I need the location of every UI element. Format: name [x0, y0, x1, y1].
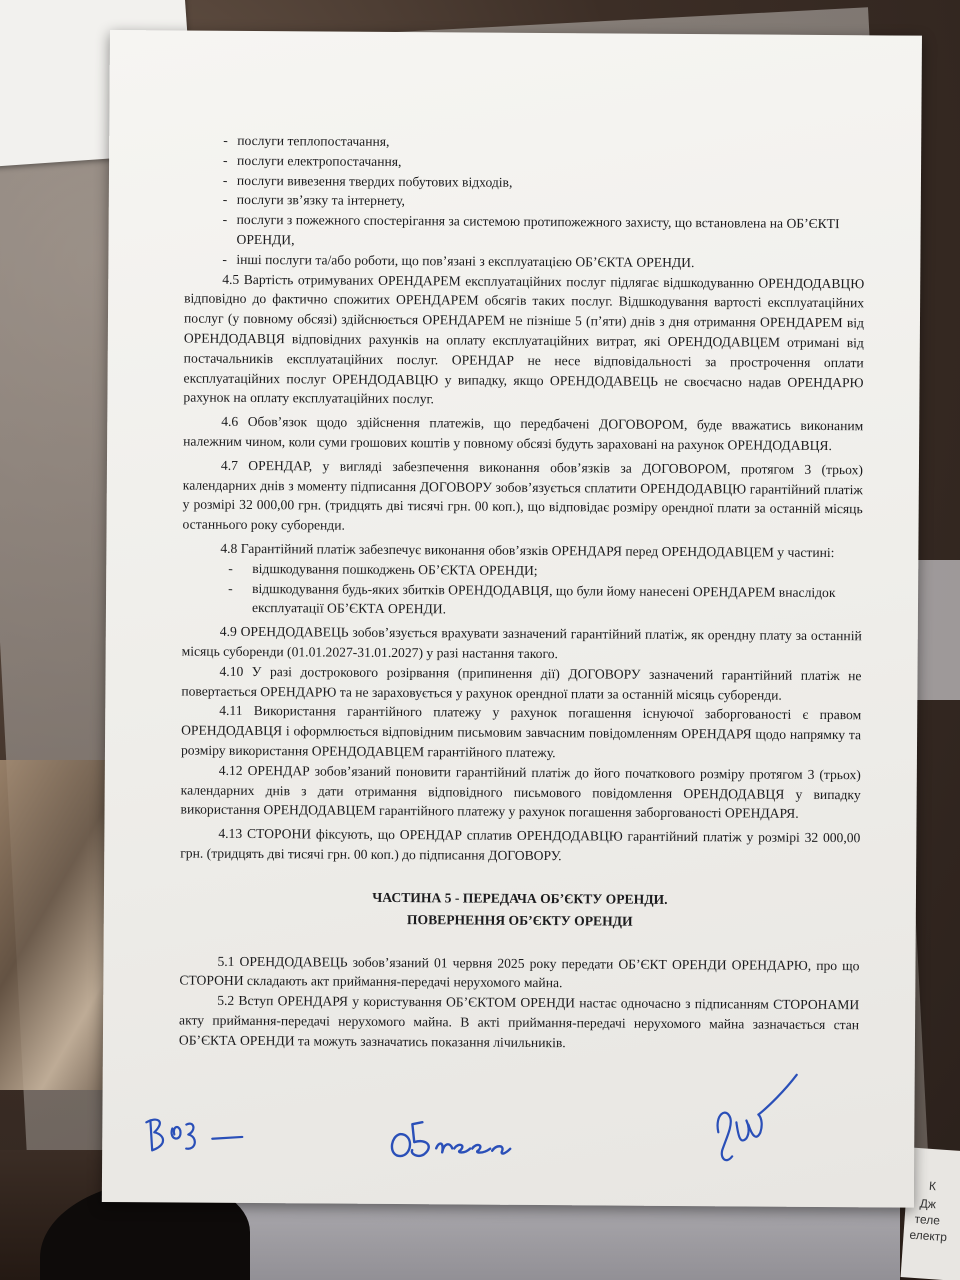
signature-left	[142, 1110, 252, 1161]
list-item: - послуги з пожежного спостерігання за системою протипожежного захисту, що встановлена на ОБ’ЄКТІ ОРЕНДИ,	[222, 211, 840, 248]
signature-right	[696, 1066, 807, 1177]
clause-4-9: 4.9 ОРЕНДОДАВЕЦЬ зобов’язується врахувати зазначений гарантійний платіж, як орендну плату за останній місяць суборенди (01.01.2027-31.01.2027) у разі настання такого.	[181, 623, 862, 662]
clause-5-2: 5.2 Вступ ОРЕНДАРЯ у користування ОБ’ЄКТОМ ОРЕНДИ настає одночасно з підписанням СТОРОНАМИ акту приймання-передачі нерухомого майна. В акті приймання-передачі нерухомого майна зазначається стан ОБ’ЄКТА ОРЕНДИ та можуть зазначатись показання лічильників.	[178, 993, 860, 1051]
clause-4-12: 4.12 ОРЕНДАР зобов’язаний поновити гарантійний платіж до його початкового розміру протягом 3 (трьох) календарних днів з дати отримання відповідного письмового повідомлення ОРЕНДОДАВЦЯ у випадку використання ОРЕНДОДАВЦЕМ гарантійного платежу у рахунок погашення заборгованості ОРЕНДАРЯ.	[180, 762, 861, 822]
list-item-text: послуги вивезення твердих побутових відходів,	[236, 172, 513, 190]
section-heading-line: ЧАСТИНА 5 - ПЕРЕДАЧА ОБ’ЄКТУ ОРЕНДИ.	[372, 889, 668, 907]
list-item: - відшкодування пошкоджень ОБ’ЄКТА ОРЕНДИ;	[228, 560, 538, 578]
list-item-text: послуги з пожежного спостерігання за системою протипожежного захисту, що встановлена на ОБ’ЄКТІ ОРЕНДИ,	[236, 212, 840, 248]
clause-4-11: 4.11 Використання гарантійного платежу у рахунок погашення існуючої заборгованості є правом ОРЕНДОДАВЦЯ і оформлюється відповідним письмовим завчасним повідомленням ОРЕНДАРЯ щодо напрямку та розміру використання ОРЕНДОДАВЦЕМ гарантійного платежу.	[180, 703, 862, 761]
list-item-text: інші послуги та/або роботи, що пов’язані з експлуатацією ОБ’ЄКТА ОРЕНДИ.	[236, 251, 695, 270]
clause-4-6: 4.6 Обов’язок щодо здійснення платежів, що передбачені ДОГОВОРОМ, буде вважатись виконаним належним чином, коли суми грошових коштів у повному обсязі будуть зараховані на рахунок ОРЕНДОДАВЦЯ.	[183, 413, 864, 454]
list-item: - послуги зв’язку та інтернету,	[222, 192, 405, 209]
section-heading	[180, 885, 860, 934]
section-heading-line: ПОВЕРНЕННЯ ОБ’ЄКТУ ОРЕНДИ	[406, 911, 633, 929]
clause-4-7: 4.7 ОРЕНДАР, у вигляді забезпечення виконання обов’язків за ДОГОВОРОМ, протягом 3 (трьох) календарних днів з моменту підписання ДОГОВОРУ зобов’язується сплатити ОРЕНДОДАВЦЮ гарантійний платіж у розмірі 32 000,00 грн. (тридцять дві тисячі грн. 00 коп.), що відповідає розміру орендної плати за останній місяць останнього року суборенди.	[182, 457, 864, 533]
punched-sleeve-edge	[915, 560, 960, 700]
list-item: - відшкодування будь-яких збитків ОРЕНДОДАВЦЯ, що були йому нанесені ОРЕНДАРЕМ внаслідок експлуатації ОБ’ЄКТА ОРЕНДИ.	[228, 580, 836, 617]
signature-center	[386, 1112, 516, 1173]
clause-4-8: 4.8 Гарантійний платіж забезпечує виконання обов’язків ОРЕНДАРЯ перед ОРЕНДОДАВЦЕМ у частині:	[220, 540, 835, 561]
clause-4-10: 4.10 У разі дострокового розірвання (припинення дії) ДОГОВОРУ зазначений гарантійний платіж не повертається ОРЕНДАРЮ та не зараховується у рахунок орендної плати за останній місяць суборенди.	[181, 663, 862, 703]
clause-5-1: 5.1 ОРЕНДОДАВЕЦЬ зобов’язаний 01 червня 2025 року передати ОБ’ЄКТ ОРЕНДИ ОРЕНДАРЮ, про що СТОРОНИ складають акт приймання-передачі нерухомого майна.	[179, 953, 860, 991]
list-item: - інші послуги та/або роботи, що пов’язані з експлуатацією ОБ’ЄКТА ОРЕНДИ.	[222, 251, 695, 270]
list-item-text: послуги теплопостачання,	[237, 132, 390, 149]
note-line: К	[928, 1178, 937, 1194]
list-item-text: відшкодування будь-яких збитків ОРЕНДОДАВЦЯ, що були йому нанесені ОРЕНДАРЕМ внаслідок експлуатації ОБ’ЄКТА ОРЕНДИ.	[251, 580, 836, 617]
clause-4-5: 4.5 Вартість отримуваних ОРЕНДАРЕМ експлуатаційних послуг підлягає відшкодуванню ОРЕНДОДАВЦЮ відповідно до фактично спожитих ОРЕНДАРЕМ обсягів таких послуг. Відшкодування вартості експлуатаційних послуг (у повному обсязі) здійснюється ОРЕНДАРЕМ не пізніше 5 (п’яти) днів з дня отримання ОРЕНДАРЕМ від ОРЕНДОДАВЦЯ відповідних рахунків на оплату експлуатаційних витрат, які ОРЕНДОДАВЦЕМ отримані від постачальників експлуатаційних послуг. ОРЕНДАР не несе відповідальності за прострочення оплати експлуатаційних послуг ОРЕНДОДАВЦЮ у випадку, якщо ОРЕНДОДАВЕЦЬ не своєчасно надав ОРЕНДАРЮ рахунок на оплату експлуатаційних послуг.	[183, 271, 865, 407]
list-item-text: відшкодування пошкоджень ОБ’ЄКТА ОРЕНДИ;	[252, 560, 538, 578]
list-item: - послуги теплопостачання,	[223, 132, 390, 149]
note-line: теле	[914, 1211, 941, 1228]
note-line: електр	[909, 1227, 948, 1245]
list-item-text: послуги електропостачання,	[237, 152, 402, 169]
list-item-text: послуги зв’язку та інтернету,	[236, 192, 405, 209]
document-page	[102, 30, 922, 1208]
list-item: - послуги електропостачання,	[223, 152, 402, 169]
clause-4-13: 4.13 СТОРОНИ фіксують, що ОРЕНДАР сплатив ОРЕНДОДАВЦЮ гарантійний платіж у розмірі 32 000,00 грн. (тридцять дві тисячі грн. 00 коп.) до підписання ДОГОВОРУ.	[180, 825, 861, 864]
list-item: - послуги вивезення твердих побутових відходів,	[222, 172, 513, 190]
note-line: Дж	[919, 1196, 937, 1212]
document-text	[179, 131, 865, 1055]
